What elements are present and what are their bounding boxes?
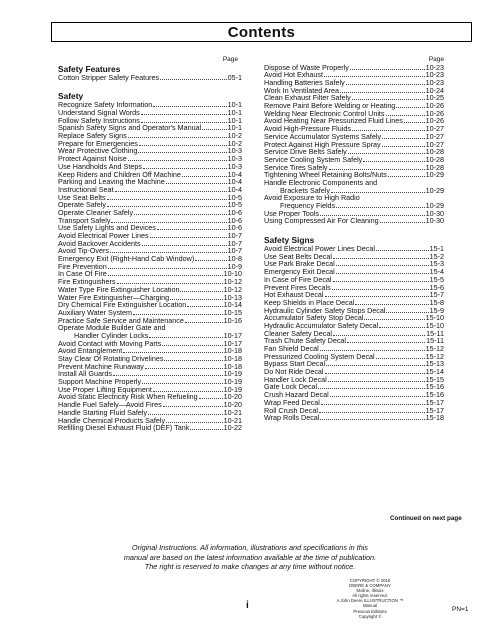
toc-entry-title: Use Seat Belts Decal (264, 251, 332, 261)
toc-entry-page: 15-4 (429, 267, 444, 277)
dot-leader (336, 260, 429, 266)
toc-entry-title: Wear Protective Clothing (58, 146, 138, 156)
toc-entry-title: Bypass Start Decal (264, 359, 326, 369)
dot-leader (325, 368, 425, 374)
toc-entry-title: Prevent Machine Runaway (58, 361, 144, 371)
toc-entry-page: 10-26 (425, 108, 444, 118)
toc-entry-title: Cotton Stripper Safety Features (58, 72, 160, 82)
dot-leader (187, 301, 222, 307)
toc-entry-title: Use Proper Lifting Equipment (58, 384, 152, 394)
toc-entry-title: Water Type Fire Extinguisher Location (58, 284, 180, 294)
toc-entry-page: 15-11 (426, 336, 444, 346)
toc-entry-page: 15-9 (429, 305, 444, 315)
toc-entry-title: Handle Fuel Safely—Avoid Fires (58, 400, 162, 410)
toc-entry-title: Avoid Entanglement (58, 346, 123, 356)
toc-entry-title: Fire Extinguishers (58, 277, 116, 287)
toc-entry-title: Using Compressed Air For Cleaning (264, 216, 379, 226)
toc-entry-page: 05-1 (227, 72, 242, 82)
toc-entry-page: 15-17 (425, 397, 444, 407)
toc-entry-title: Operate Module Builder Gate and (58, 323, 166, 333)
toc-entry-page: 10-29 (425, 170, 444, 180)
dot-leader (153, 386, 223, 392)
toc-entry-title: Avoid Static Electricity Risk When Refueling (58, 392, 198, 402)
toc-entry-page: 15-17 (425, 405, 444, 415)
dot-leader (190, 424, 222, 430)
dot-leader (142, 240, 227, 246)
copyright-line: COPYRIGHT © 2015 (349, 578, 391, 583)
copyright-line: A John Deere ILLUSTRUCTION ™ Manual (336, 598, 404, 609)
toc-entry-page: 10-7 (227, 238, 242, 248)
dot-leader (325, 291, 429, 297)
copyright-line: DEERE & COMPANY (349, 583, 391, 589)
toc-entry-title: Wrap Feed Decal (264, 397, 320, 407)
toc-entry-title: Use Proper Tools (264, 208, 319, 218)
title-box (51, 22, 472, 42)
toc-entry-title: Tightening Wheel Retaining Bolts/Nuts (264, 170, 387, 180)
dot-leader (320, 345, 425, 351)
toc-entry-page: 10-7 (227, 246, 242, 256)
toc-entry-title: Stay Clear Of Rotating Drivelines (58, 354, 164, 364)
dot-leader (382, 133, 425, 139)
dot-leader (330, 391, 425, 397)
dot-leader (170, 294, 222, 300)
toc-entry-title: Remove Paint Before Welding or Heating (264, 101, 396, 111)
toc-entry-page: 10-25 (425, 93, 444, 103)
toc-entry-page: 10-27 (425, 131, 444, 141)
section-heading: Safety (58, 91, 84, 102)
toc-entry-title: Service Accumulator Systems Safely (264, 131, 382, 141)
dot-leader (113, 370, 223, 376)
section-spacer (264, 225, 444, 235)
toc-entry-page: 10-3 (227, 146, 242, 156)
toc-entry-title: In Case of Fire Decal (264, 274, 332, 284)
toc-entry-page: 10-13 (223, 292, 242, 302)
dot-leader (143, 163, 227, 169)
toc-entry-title: Spanish Safety Signs and Operator's Manual (58, 123, 202, 133)
toc-entry-title: Operate Cleaner Safely (58, 207, 134, 217)
toc-entry-title: Avoid Hot Exhaust (264, 70, 323, 80)
toc-entry-title: Clean Exhaust Filter Safely (264, 93, 351, 103)
toc-entry-page: 10-28 (425, 147, 444, 157)
dot-leader (352, 94, 425, 100)
notice-line: manual are based on the latest information available at the time of publication. (123, 552, 377, 562)
toc-entry-title: Service Tires Safely (264, 162, 328, 172)
toc-entry-page: 10-30 (425, 208, 444, 218)
dot-leader (320, 414, 424, 420)
dot-leader (117, 278, 223, 284)
toc-entry-title: Parking and Leaving the Machine (58, 177, 165, 187)
toc-entry-page: 15-16 (425, 390, 444, 400)
toc-entry[interactable] (264, 217, 444, 225)
section-heading: Safety Features (58, 63, 121, 74)
toc-entry-page: 10-6 (227, 223, 242, 233)
toc-entry-page: 10-29 (425, 201, 444, 211)
toc-entry-page: 10-12 (223, 277, 242, 287)
dot-leader (333, 330, 425, 336)
page-column-label: Page (428, 56, 444, 63)
toc-entry-page: 15-3 (429, 259, 444, 269)
toc-entry-title: Emergency Exit (Right-Hand Cab Window) (58, 254, 195, 264)
dot-leader (331, 187, 425, 193)
toc-entry-title: Practice Safe Service and Maintenance (58, 315, 184, 325)
page-column-label: Page (222, 56, 238, 63)
dot-leader (376, 353, 425, 359)
toc-entry-page: 10-20 (223, 392, 242, 402)
dot-leader (380, 217, 425, 223)
toc-entry-page: 10-17 (223, 338, 242, 348)
dot-leader (319, 407, 425, 413)
toc-entry-title: Use Seat Belts (58, 192, 106, 202)
toc-entry-page: 10-24 (425, 85, 444, 95)
dot-leader (115, 186, 227, 192)
dot-leader (160, 74, 227, 80)
toc-entry-page: 15-10 (425, 320, 444, 330)
section-heading: Safety Signs (264, 235, 315, 246)
dot-leader (149, 332, 222, 338)
toc-entry-page: 10-10 (223, 269, 242, 279)
notice-line: Original Instructions. All information, illustrations and specifications in this (131, 543, 369, 552)
toc-entry-title: Fire Prevention (58, 261, 107, 271)
toc-entry-title: Prepare for Emergencies (58, 138, 138, 148)
copyright-line: All rights reserved. (352, 593, 388, 599)
footer-page-number: i (246, 600, 249, 611)
toc-entry-title: Cleaner Safety Decal (264, 328, 332, 338)
dot-leader (336, 268, 429, 274)
dot-leader (195, 255, 226, 261)
toc-entry-title: Work In Ventilated Area (264, 85, 339, 95)
toc-entry-page: 10-19 (223, 369, 242, 379)
toc-entry-title: Operate Safely (58, 200, 106, 210)
toc-entry-title: Crush Hazard Decal (264, 390, 329, 400)
dot-leader (142, 378, 223, 384)
dot-leader (162, 340, 222, 346)
toc-entry-page: 10-23 (425, 70, 444, 80)
toc-entry-page: 15-5 (429, 274, 444, 284)
toc-entry-page: 10-18 (223, 354, 242, 364)
toc-entry-page: 15-8 (429, 297, 444, 307)
toc-entry-title: Service Cooling System Safely (264, 154, 363, 164)
toc-entry-page: 15-15 (425, 374, 444, 384)
toc-entry-page: 15-1 (429, 244, 444, 254)
toc-entry-page: 10-16 (223, 315, 242, 325)
dot-leader (182, 171, 227, 177)
toc-entry-page: 10-21 (223, 407, 242, 417)
toc-entry-page: 15-2 (429, 251, 444, 261)
toc-entry-page: 10-4 (227, 177, 242, 187)
toc-entry-title: Hydraulic Accumulator Safety Decal (264, 320, 379, 330)
toc-entry-page: 10-22 (223, 423, 242, 433)
dot-leader (396, 102, 424, 108)
dot-leader (364, 314, 424, 320)
toc-entry-title: Handler Lock Decal (264, 374, 327, 384)
notice-text (60, 543, 440, 572)
dot-leader (164, 355, 222, 361)
toc-entry-page: 10-9 (227, 261, 242, 271)
toc-entry-page: 15-10 (425, 313, 444, 323)
toc-entry-title: Dry Chemical Fire Extinguisher Location (58, 300, 187, 310)
toc-entry-page: 10-26 (425, 116, 444, 126)
toc-entry[interactable] (58, 424, 242, 432)
toc-entry-title: Hydraulic Cylinder Safety Stops Decal (264, 305, 386, 315)
dot-leader (346, 79, 425, 85)
toc-entry-title: Handler Cylinder Locks (74, 330, 149, 340)
toc-entry-title: Recognize Safety Information (58, 100, 153, 110)
toc-entry-page: 10-15 (223, 307, 242, 317)
toc-entry-title: Accumulator Safety Stop Decal (264, 313, 364, 323)
toc-entry-title: Understand Signal Words (58, 108, 140, 118)
toc-entry-page: 15-6 (429, 282, 444, 292)
toc-entry-title: Service Drive Belts Safely (264, 147, 347, 157)
toc-entry-title: Avoid Exposure to High Radio (264, 193, 360, 203)
dot-leader (202, 124, 226, 130)
dot-leader (128, 132, 227, 138)
toc-entry-title: Emergency Exit Decal (264, 267, 335, 277)
dot-leader (318, 383, 424, 389)
toc-entry-title: Brackets Safely (280, 185, 330, 195)
toc-entry-title: Transport Safely (58, 215, 111, 225)
dot-leader (138, 147, 226, 153)
toc-entry-title: Avoid Contact with Moving Parts (58, 338, 162, 348)
dot-leader (348, 148, 425, 154)
toc-entry-page: 10-28 (425, 154, 444, 164)
dot-leader (139, 140, 227, 146)
toc-right-list (264, 64, 444, 422)
dot-leader (376, 245, 429, 251)
dot-leader (404, 117, 425, 123)
toc-entry-page: 10-6 (227, 207, 242, 217)
toc-entry[interactable] (264, 414, 444, 422)
toc-entry-page: 15-18 (425, 413, 444, 423)
toc-entry-title: Keep Riders and Children Off Machine (58, 169, 181, 179)
toc-entry-title: Trash Chute Safety Decal (264, 336, 347, 346)
dot-leader (347, 337, 425, 343)
toc-entry-page: 10-23 (425, 78, 444, 88)
copyright-line: Previous Editions (353, 608, 387, 614)
footer-pn: PN=1 (452, 606, 469, 613)
dot-leader (363, 156, 424, 162)
toc-entry-page: 15-14 (425, 367, 444, 377)
dot-leader (321, 399, 425, 405)
dot-leader (141, 117, 227, 123)
page-title: Contents (227, 23, 296, 41)
dot-leader (128, 155, 227, 161)
toc-entry-title: Avoid Backover Accidents (58, 238, 141, 248)
dot-leader (352, 125, 425, 131)
toc-entry-title: Avoid High-Pressure Fluids (264, 124, 351, 134)
toc-entry-page: 10-1 (227, 115, 242, 125)
toc-entry-title: Install All Guards (58, 369, 112, 379)
dot-leader (141, 109, 227, 115)
toc-entry-title: Support Machine Properly (58, 377, 142, 387)
toc-entry-page: 10-5 (227, 200, 242, 210)
toc-entry-title: Dispose of Waste Properly (264, 62, 349, 72)
toc-entry-title: Welding Near Electronic Control Units (264, 108, 385, 118)
dot-leader (111, 217, 226, 223)
toc-entry-page: 10-3 (227, 154, 242, 164)
dot-leader (332, 284, 429, 290)
toc-entry-page: 10-5 (227, 192, 242, 202)
toc-entry-page: 10-1 (227, 100, 242, 110)
dot-leader (148, 409, 223, 415)
toc-entry-title: Use Safety Lights and Devices (58, 223, 156, 233)
toc-entry-page: 15-16 (425, 382, 444, 392)
toc-entry-title: Handle Chemical Products Safely (58, 415, 166, 425)
toc-entry-page: 15-13 (425, 359, 444, 369)
toc-entry-title: Handling Batteries Safely (264, 78, 345, 88)
dot-leader (123, 347, 222, 353)
toc-entry-title: Pressurized Cooling System Decal (264, 351, 375, 361)
toc-entry-page: 10-29 (425, 185, 444, 195)
toc-entry-page: 10-19 (223, 384, 242, 394)
copyright-line: Moline, Illinois (356, 588, 384, 594)
toc-entry-title: Instructional Seat (58, 184, 114, 194)
toc-entry-title: Fan Shield Decal (264, 344, 319, 354)
toc-entry-page: 10-30 (425, 216, 444, 226)
toc-entry-page: 10-14 (223, 300, 242, 310)
dot-leader (329, 164, 425, 170)
toc-entry-title: Protect Against High Pressure Spray (264, 139, 381, 149)
dot-leader (134, 209, 226, 215)
dot-leader (386, 307, 428, 313)
toc-entry-page: 10-8 (227, 254, 242, 264)
section-spacer (58, 81, 242, 91)
dot-leader (320, 210, 425, 216)
dot-leader (163, 401, 223, 407)
toc-entry-title: Use Park Brake Decal (264, 259, 335, 269)
toc-entry-title: Handle Electronic Components and (264, 177, 378, 187)
toc-entry-page: 10-2 (227, 138, 242, 148)
toc-entry-page: 15-12 (425, 344, 444, 354)
toc-entry-title: Avoid Heating Near Pressurized Fluid Lines (264, 116, 403, 126)
toc-entry-page: 10-1 (227, 108, 242, 118)
toc-entry-page: 10-3 (227, 161, 242, 171)
dot-leader (150, 232, 227, 238)
dot-leader (107, 201, 227, 207)
toc-entry-page: 15-7 (429, 290, 444, 300)
dot-leader (145, 363, 223, 369)
toc-entry-title: Gate Lock Decal (264, 382, 318, 392)
dot-leader (336, 202, 424, 208)
toc-entry-title: Refilling Diesel Exhaust Fluid (DEF) Tank (58, 423, 190, 433)
toc-entry-page: 10-1 (227, 123, 242, 133)
continued-note: Continued on next page (390, 515, 462, 522)
toc-entry-page: 10-6 (227, 215, 242, 225)
toc-entry-title: Water Fire Extinguisher—Charging (58, 292, 170, 302)
toc-entry-title: Avoid Electrical Power Lines Decal (264, 244, 375, 254)
copyright-block (334, 578, 406, 619)
dot-leader (379, 322, 424, 328)
toc-entry-title: Avoid Tip-Overs (58, 246, 109, 256)
dot-leader (153, 101, 226, 107)
dot-leader (180, 286, 222, 292)
toc-left-column (58, 56, 242, 432)
toc-entry-page: 10-4 (227, 169, 242, 179)
toc-entry-page: 10-20 (223, 400, 242, 410)
dot-leader (110, 247, 227, 253)
toc-entry-page: 10-7 (227, 231, 242, 241)
toc-entry-title: Handle Starting Fluid Safely (58, 407, 148, 417)
copyright-line: Copyright © (358, 613, 382, 619)
toc-entry-page: 10-2 (227, 131, 242, 141)
toc-entry-title: Hot Exhaust Decal (264, 290, 324, 300)
dot-leader (388, 171, 425, 177)
toc-entry-title: Auxiliary Water System (58, 307, 133, 317)
toc-entry-title: Replace Safety Signs (58, 131, 127, 141)
dot-leader (166, 417, 223, 423)
toc-entry-title: Prevent Fires Decals (264, 282, 331, 292)
dot-leader (386, 110, 425, 116)
toc-entry-title: Avoid Electrical Power Lines (58, 231, 149, 241)
dot-leader (326, 360, 424, 366)
toc-entry-title: Keep Shields in Place Decal (264, 297, 355, 307)
dot-leader (199, 393, 223, 399)
toc-entry-page: 10-27 (425, 124, 444, 134)
dot-leader (324, 71, 425, 77)
toc-entry-page: 10-23 (425, 62, 444, 72)
toc-entry-page: 10-17 (223, 330, 242, 340)
dot-leader (340, 87, 425, 93)
dot-leader (166, 178, 227, 184)
toc-entry-page: 10-12 (223, 284, 242, 294)
toc-entry-page: 10-18 (223, 361, 242, 371)
toc-entry-page: 10-19 (223, 377, 242, 387)
dot-leader (333, 276, 429, 282)
dot-leader (333, 253, 429, 259)
dot-leader (350, 64, 425, 70)
dot-leader (108, 270, 223, 276)
toc-entry-page: 10-18 (223, 346, 242, 356)
dot-leader (355, 299, 428, 305)
toc-entry-page: 15-11 (426, 328, 444, 338)
toc-entry-title: Follow Safety Instructions (58, 115, 140, 125)
toc-left-list (58, 64, 242, 432)
notice-line: The right is reserved to make changes at any time without notice. (144, 562, 356, 572)
toc-entry-title: Wrap Rolls Decal (264, 413, 320, 423)
dot-leader (133, 309, 223, 315)
toc-right-column (264, 56, 444, 422)
toc-entry-page: 10-27 (425, 139, 444, 149)
toc-entry-page: 10-26 (425, 101, 444, 111)
toc-entry-title: In Case Of Fire (58, 269, 107, 279)
toc-entry-title: Use Handholds And Steps (58, 161, 142, 171)
dot-leader (382, 141, 425, 147)
toc-entry-title: Frequency Fields (280, 201, 336, 211)
toc-entry-title: Do Not Ride Decal (264, 367, 324, 377)
dot-leader (328, 376, 425, 382)
toc-entry-title: Protect Against Noise (58, 154, 127, 164)
toc-entry-title: Roll Crush Decal (264, 405, 318, 415)
dot-leader (185, 317, 223, 323)
toc-entry-page: 15-12 (425, 351, 444, 361)
dot-leader (157, 224, 227, 230)
toc-entry[interactable] (58, 74, 242, 82)
dot-leader (108, 263, 227, 269)
toc-entry-page: 10-21 (223, 415, 242, 425)
dot-leader (107, 194, 227, 200)
toc-entry-page: 10-28 (425, 162, 444, 172)
toc-entry-page: 10-4 (227, 184, 242, 194)
